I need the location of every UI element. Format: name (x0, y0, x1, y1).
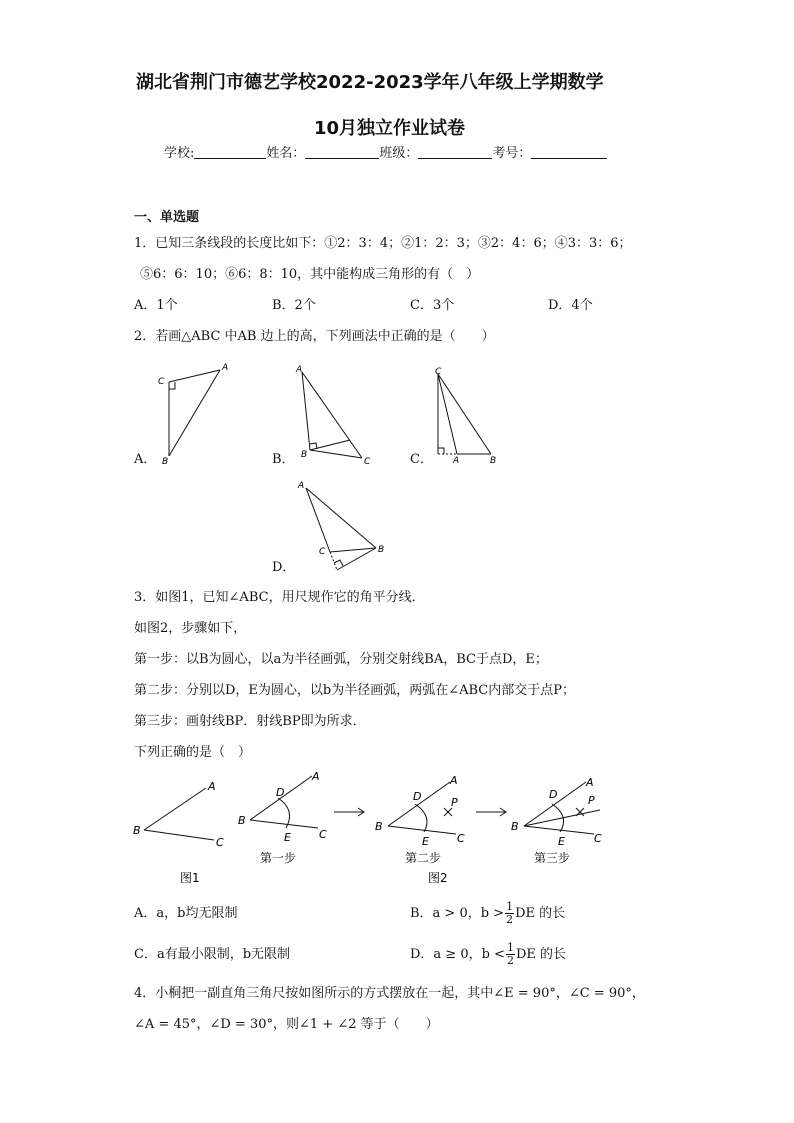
q3-ask: 下列正确的是（ ） (134, 745, 252, 760)
q3-figures (128, 768, 618, 888)
page-title: 湖北省荆门市德艺学校2022-2023学年八年级上学期数学 (136, 72, 604, 93)
number-blank (531, 146, 607, 159)
fig-b-label-a: A (296, 365, 303, 375)
class-blank (418, 146, 492, 159)
s3-ray-bc (524, 826, 594, 834)
s1-label-d: D (276, 786, 285, 799)
fig-d-side-ac (306, 488, 330, 552)
s3-label-e: E (558, 835, 565, 848)
fig-c-label-c: C (435, 367, 442, 377)
q2-figure-a (150, 360, 240, 470)
s2-label-d: D (413, 790, 422, 803)
s3-label-p: P (588, 794, 595, 807)
q3-option-c: C．a有最小限制，b无限制 (134, 947, 291, 962)
fig-c-label-b: B (490, 456, 497, 466)
fig-c-right-angle (438, 448, 444, 454)
name-label: 姓名： (266, 146, 306, 161)
q1-line2: ⑤6：6：10；⑥6：8：10，其中能构成三角形的有（ ） (140, 267, 480, 282)
caption-fig1: 图1 (180, 871, 200, 885)
s1-ray-bc (250, 820, 318, 828)
s3-label-c: C (594, 832, 602, 845)
fig-a-label-b: B (162, 457, 169, 467)
page-subtitle: 10月独立作业试卷 (314, 118, 466, 139)
q3-line2: 如图2，步骤如下， (134, 621, 247, 636)
fig-b-label-c: C (364, 457, 371, 467)
number-label: 考号： (492, 146, 532, 161)
fig-a-label-a: A (222, 363, 229, 373)
caption-step2: 第二步 (405, 851, 442, 865)
q3-option-d (410, 941, 566, 969)
fig-d-side-ab (306, 488, 376, 548)
fig-b-side-ab (302, 372, 310, 450)
fig-d-label-c: C (319, 547, 326, 557)
fig1-label-c: C (216, 836, 224, 849)
s3-label-b: B (511, 820, 519, 833)
q3-step3: 第三步：画射线BP．射线BP即为所求． (134, 714, 366, 729)
s2-label-b: B (375, 820, 383, 833)
fig-c-label-a: A (453, 456, 460, 466)
q3-option-d-post: DE 的长 (515, 947, 566, 962)
caption-step1: 第一步 (260, 851, 297, 865)
q2-figure-d (290, 476, 400, 576)
s2-label-a: A (450, 774, 458, 787)
fig1-ray-bc (144, 830, 214, 840)
q3-option-b-pre: B．a > 0，b > (410, 906, 505, 921)
q3-step1: 第一步：以B为圆心，以a为半径画弧，分别交射线BA，BC于点D，E； (134, 652, 548, 667)
q3-option-d-fraction (506, 942, 515, 967)
fig-d-label-a: A (298, 481, 305, 491)
fig-a-right-angle (169, 382, 175, 389)
q4-line2: ∠A = 45°，∠D = 30°，则∠1 + ∠2 等于（ ） (134, 1017, 439, 1032)
fig-c-side-cb (438, 374, 491, 454)
q2-figure-b (290, 360, 380, 470)
q2-stem: 2．若画△ABC 中AB 边上的高，下列画法中正确的是（ ） (134, 329, 495, 344)
s1-label-e: E (284, 831, 291, 844)
q3-option-b (410, 900, 565, 928)
fig-d-extension (330, 552, 337, 570)
q3-option-b-post: DE 的长 (515, 906, 566, 921)
q2-option-c: C． (410, 452, 433, 467)
s1-label-c: C (319, 828, 327, 841)
q2-option-d: D． (272, 560, 296, 575)
s2-label-p: P (451, 796, 458, 809)
q2-option-b: B． (272, 452, 295, 467)
fig-a-side-ca (169, 370, 220, 382)
fig-b-label-b: B (301, 450, 308, 460)
school-label: 学校: (164, 146, 195, 161)
caption-step3: 第三步 (534, 851, 571, 865)
q2-option-a: A． (134, 452, 157, 467)
q1-option-d: D．4个 (548, 298, 593, 313)
q3-step2: 第二步：分别以D，E为圆心，以b为半径画弧，两弧在∠ABC内部交于点P； (134, 683, 576, 698)
fig-d-right-angle (334, 560, 343, 566)
q1-option-c: C．3个 (410, 298, 455, 313)
s1-label-b: B (238, 814, 246, 827)
fig-b-side-bc (310, 450, 362, 458)
q3-option-a: A．a，b均无限制 (134, 906, 238, 921)
q1-option-a: A．1个 (134, 298, 178, 313)
s2-label-c: C (457, 832, 465, 845)
caption-fig2: 图2 (428, 871, 448, 885)
fraction-numerator: 1 (506, 900, 514, 913)
s2-label-e: E (422, 835, 429, 848)
fig-d-label-b: B (378, 545, 385, 555)
fraction-numerator: 1 (506, 941, 514, 954)
s3-label-d: D (549, 788, 558, 801)
s2-ray-bc (388, 826, 456, 834)
q1-line1: 1．已知三条线段的长度比如下：①2：3：4；②1：2：3；③2：4：6；④3：3：6； (134, 236, 632, 251)
section-title: 一、单选题 (134, 210, 200, 225)
s3-label-a: A (586, 776, 594, 789)
fig-c-side-ca (438, 374, 457, 454)
fig1-ray-ba (144, 788, 206, 830)
class-label: 班级： (379, 146, 419, 161)
fraction-denominator: 2 (506, 913, 514, 926)
fig1-label-a: A (208, 780, 216, 793)
q3-option-b-fraction (505, 901, 514, 926)
s1-label-a: A (312, 770, 320, 783)
fig-a-label-c: C (158, 377, 165, 387)
fig1-label-b: B (133, 824, 141, 837)
s2-arc (415, 804, 427, 832)
q3-line1: 3．如图1，已知∠ABC，用尺规作它的角平分线． (134, 590, 425, 605)
q4-line1: 4．小桐把一副直角三角尺按如图所示的方式摆放在一起，其中∠E = 90°，∠C = 90°， (134, 986, 645, 1001)
info-line (164, 146, 607, 162)
fraction-denominator: 2 (506, 954, 514, 967)
q2-figure-c (428, 360, 518, 470)
q3-option-d-pre: D．a ≥ 0，b < (410, 947, 505, 962)
q1-option-b: B．2个 (272, 298, 316, 313)
s2-ray-ba (388, 782, 450, 826)
fig-b-side-ac (302, 372, 362, 458)
school-blank (194, 146, 266, 159)
name-blank (305, 146, 379, 159)
fig-a-side-ab (169, 370, 220, 456)
